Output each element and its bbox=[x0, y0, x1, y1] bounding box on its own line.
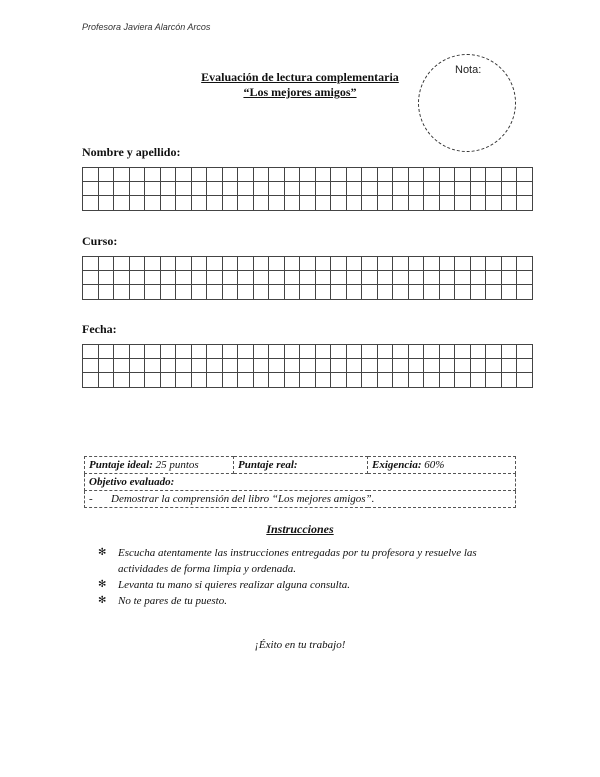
document-title bbox=[150, 70, 450, 100]
grid-cell[interactable] bbox=[439, 285, 455, 299]
instruction-text: Escucha atentamente las instrucciones entregadas por tu profesora y resuelve las actividades de forma limpia y ordenada. bbox=[118, 547, 477, 575]
grid-cell[interactable] bbox=[517, 196, 533, 210]
grid-cell[interactable] bbox=[408, 257, 424, 271]
grid-cell[interactable] bbox=[315, 196, 331, 210]
grid-cell[interactable] bbox=[98, 285, 114, 299]
grid-cell[interactable] bbox=[129, 196, 145, 210]
grid-cell[interactable] bbox=[501, 168, 517, 182]
grid-cell[interactable] bbox=[253, 359, 269, 373]
grid-cell[interactable] bbox=[486, 271, 502, 285]
grid-cell[interactable] bbox=[98, 168, 114, 182]
grid-cell[interactable] bbox=[129, 168, 145, 182]
grid-cell[interactable] bbox=[439, 359, 455, 373]
ideal-score-value: 25 puntos bbox=[155, 459, 199, 471]
grid-cell[interactable] bbox=[408, 182, 424, 196]
grid-cell[interactable] bbox=[300, 271, 316, 285]
grid-cell[interactable] bbox=[501, 182, 517, 196]
grid-cell[interactable] bbox=[501, 271, 517, 285]
grid-cell[interactable] bbox=[470, 168, 486, 182]
grid-cell[interactable] bbox=[176, 182, 192, 196]
ideal-score-cell bbox=[85, 457, 234, 474]
grid-cell[interactable] bbox=[439, 271, 455, 285]
grid-cell[interactable] bbox=[253, 345, 269, 359]
exigencia-value: 60% bbox=[424, 459, 445, 471]
grid-cell[interactable] bbox=[83, 168, 99, 182]
teacher-name: Profesora Javiera Alarcón Arcos bbox=[82, 22, 211, 32]
grid-cell[interactable] bbox=[362, 182, 378, 196]
grid-cell[interactable] bbox=[393, 345, 409, 359]
grid-cell[interactable] bbox=[160, 373, 176, 387]
grid-cell[interactable] bbox=[207, 345, 223, 359]
grid-cell[interactable] bbox=[455, 359, 471, 373]
grid-cell[interactable] bbox=[238, 345, 254, 359]
grid-cell[interactable] bbox=[284, 182, 300, 196]
grid-cell[interactable] bbox=[145, 359, 161, 373]
grid-cell[interactable] bbox=[439, 182, 455, 196]
grid-cell[interactable] bbox=[160, 359, 176, 373]
name-label: Nombre y apellido: bbox=[82, 145, 181, 159]
grid-cell[interactable] bbox=[439, 373, 455, 387]
grid-cell[interactable] bbox=[486, 196, 502, 210]
grid-cell[interactable] bbox=[207, 285, 223, 299]
grid-cell[interactable] bbox=[284, 271, 300, 285]
grid-cell[interactable] bbox=[424, 168, 440, 182]
grid-cell[interactable] bbox=[284, 196, 300, 210]
grid-cell[interactable] bbox=[315, 285, 331, 299]
grid-cell[interactable] bbox=[253, 271, 269, 285]
asterisk-bullet-icon: ✻ bbox=[98, 595, 107, 606]
grid-cell[interactable] bbox=[176, 196, 192, 210]
grid-cell[interactable] bbox=[269, 373, 285, 387]
grid-cell[interactable] bbox=[129, 373, 145, 387]
grid-cell[interactable] bbox=[191, 257, 207, 271]
grid-cell[interactable] bbox=[331, 196, 347, 210]
grid-cell[interactable] bbox=[331, 168, 347, 182]
instruction-text: No te pares de tu puesto. bbox=[118, 595, 227, 607]
grid-cell[interactable] bbox=[83, 285, 99, 299]
grid-cell[interactable] bbox=[129, 359, 145, 373]
grid-cell[interactable] bbox=[300, 285, 316, 299]
grid-cell[interactable] bbox=[393, 271, 409, 285]
grid-cell[interactable] bbox=[145, 168, 161, 182]
grid-cell[interactable] bbox=[145, 182, 161, 196]
grid-cell[interactable] bbox=[238, 285, 254, 299]
grid-cell[interactable] bbox=[362, 285, 378, 299]
grid-cell[interactable] bbox=[501, 285, 517, 299]
grid-cell[interactable] bbox=[517, 373, 533, 387]
grid-cell[interactable] bbox=[222, 182, 238, 196]
grid-cell[interactable] bbox=[114, 182, 130, 196]
grid-cell[interactable] bbox=[129, 271, 145, 285]
grid-cell[interactable] bbox=[377, 345, 393, 359]
grid-cell[interactable] bbox=[284, 359, 300, 373]
grid-cell[interactable] bbox=[486, 373, 502, 387]
grid-cell[interactable] bbox=[455, 271, 471, 285]
grid-cell[interactable] bbox=[284, 345, 300, 359]
grid-cell[interactable] bbox=[191, 182, 207, 196]
course-label: Curso: bbox=[82, 234, 118, 248]
grid-cell[interactable] bbox=[129, 257, 145, 271]
grid-cell[interactable] bbox=[284, 373, 300, 387]
objective-label-cell bbox=[85, 474, 516, 491]
grid-cell[interactable] bbox=[238, 271, 254, 285]
grid-cell[interactable] bbox=[269, 345, 285, 359]
grid-cell[interactable] bbox=[269, 285, 285, 299]
title-line-1: Evaluación de lectura complementaria bbox=[201, 70, 399, 84]
grid-cell[interactable] bbox=[238, 196, 254, 210]
grid-cell[interactable] bbox=[83, 182, 99, 196]
grid-cell[interactable] bbox=[470, 373, 486, 387]
grid-cell[interactable] bbox=[377, 373, 393, 387]
grid-cell[interactable] bbox=[238, 359, 254, 373]
grid-cell[interactable] bbox=[346, 359, 362, 373]
grid-cell[interactable] bbox=[362, 168, 378, 182]
grid-cell[interactable] bbox=[300, 168, 316, 182]
grid-cell[interactable] bbox=[83, 196, 99, 210]
closing-message: ¡Éxito en tu trabajo! bbox=[254, 639, 346, 651]
grid-cell[interactable] bbox=[284, 257, 300, 271]
grid-cell[interactable] bbox=[346, 271, 362, 285]
asterisk-bullet-icon: ✻ bbox=[98, 547, 107, 558]
grid-cell[interactable] bbox=[238, 373, 254, 387]
grid-cell[interactable] bbox=[114, 285, 130, 299]
grid-cell[interactable] bbox=[160, 345, 176, 359]
grid-cell[interactable] bbox=[300, 182, 316, 196]
grid-cell[interactable] bbox=[346, 257, 362, 271]
grid-cell[interactable] bbox=[238, 257, 254, 271]
grid-cell[interactable] bbox=[222, 285, 238, 299]
objective-text-cell bbox=[85, 491, 516, 508]
grid-cell[interactable] bbox=[424, 182, 440, 196]
grid-cell[interactable] bbox=[83, 373, 99, 387]
grid-cell[interactable] bbox=[145, 271, 161, 285]
grid-cell[interactable] bbox=[176, 359, 192, 373]
grid-cell[interactable] bbox=[501, 345, 517, 359]
grid-cell[interactable] bbox=[393, 359, 409, 373]
grid-cell[interactable] bbox=[331, 271, 347, 285]
grid-cell[interactable] bbox=[284, 285, 300, 299]
grid-cell[interactable] bbox=[393, 182, 409, 196]
grid-cell[interactable] bbox=[98, 359, 114, 373]
grid-cell[interactable] bbox=[145, 196, 161, 210]
grid-cell[interactable] bbox=[517, 271, 533, 285]
grid-cell[interactable] bbox=[393, 373, 409, 387]
grid-cell[interactable] bbox=[176, 345, 192, 359]
grid-cell[interactable] bbox=[377, 257, 393, 271]
grid-cell[interactable] bbox=[408, 285, 424, 299]
grid-cell[interactable] bbox=[222, 271, 238, 285]
grid-cell[interactable] bbox=[191, 196, 207, 210]
grid-cell[interactable] bbox=[362, 271, 378, 285]
grid-cell[interactable] bbox=[455, 182, 471, 196]
grid-cell[interactable] bbox=[114, 257, 130, 271]
grid-cell[interactable] bbox=[362, 373, 378, 387]
grid-cell[interactable] bbox=[207, 257, 223, 271]
grid-cell[interactable] bbox=[455, 345, 471, 359]
grid-cell[interactable] bbox=[501, 196, 517, 210]
grid-cell[interactable] bbox=[331, 182, 347, 196]
grid-cell[interactable] bbox=[222, 168, 238, 182]
grid-cell[interactable] bbox=[207, 168, 223, 182]
grid-cell[interactable] bbox=[455, 168, 471, 182]
grid-cell[interactable] bbox=[424, 257, 440, 271]
grid-cell[interactable] bbox=[501, 359, 517, 373]
grid-cell[interactable] bbox=[439, 168, 455, 182]
grid-cell[interactable] bbox=[269, 182, 285, 196]
grid-cell[interactable] bbox=[207, 196, 223, 210]
grid-cell[interactable] bbox=[424, 271, 440, 285]
grid-cell[interactable] bbox=[501, 373, 517, 387]
grid-cell[interactable] bbox=[191, 359, 207, 373]
grid-cell[interactable] bbox=[83, 271, 99, 285]
grid-cell[interactable] bbox=[408, 345, 424, 359]
grid-cell[interactable] bbox=[315, 373, 331, 387]
real-score-label: Puntaje real: bbox=[238, 459, 298, 471]
grid-cell[interactable] bbox=[393, 257, 409, 271]
grid-cell[interactable] bbox=[284, 168, 300, 182]
grid-cell[interactable] bbox=[98, 182, 114, 196]
grade-label: Nota: bbox=[455, 64, 482, 76]
grid-cell[interactable] bbox=[486, 182, 502, 196]
grid-cell[interactable] bbox=[176, 271, 192, 285]
grid-cell[interactable] bbox=[269, 168, 285, 182]
grid-cell[interactable] bbox=[253, 373, 269, 387]
grid-cell[interactable] bbox=[424, 345, 440, 359]
grid-cell[interactable] bbox=[517, 285, 533, 299]
date-grid[interactable] bbox=[82, 344, 533, 388]
instructions-title: Instrucciones bbox=[266, 522, 334, 536]
grid-cell[interactable] bbox=[98, 345, 114, 359]
grid-cell[interactable] bbox=[114, 373, 130, 387]
grid-cell[interactable] bbox=[98, 257, 114, 271]
grid-cell[interactable] bbox=[424, 285, 440, 299]
real-score-cell[interactable] bbox=[234, 457, 368, 474]
grid-cell[interactable] bbox=[377, 182, 393, 196]
grid-cell[interactable] bbox=[145, 257, 161, 271]
grid-cell[interactable] bbox=[129, 182, 145, 196]
grid-cell[interactable] bbox=[346, 373, 362, 387]
grid-cell[interactable] bbox=[160, 271, 176, 285]
grid-cell[interactable] bbox=[470, 182, 486, 196]
grid-cell[interactable] bbox=[114, 196, 130, 210]
grid-cell[interactable] bbox=[470, 257, 486, 271]
grid-cell[interactable] bbox=[176, 285, 192, 299]
grid-cell[interactable] bbox=[222, 345, 238, 359]
grid-cell[interactable] bbox=[253, 257, 269, 271]
grid-cell[interactable] bbox=[362, 345, 378, 359]
grid-cell[interactable] bbox=[455, 285, 471, 299]
objective-text: Demostrar la comprensión del libro “Los mejores amigos”. bbox=[111, 493, 375, 505]
grid-cell[interactable] bbox=[424, 196, 440, 210]
instructions-list bbox=[96, 545, 526, 609]
ideal-score-label: Puntaje ideal: bbox=[89, 459, 153, 471]
grid-cell[interactable] bbox=[517, 359, 533, 373]
grid-cell[interactable] bbox=[129, 285, 145, 299]
grid-cell[interactable] bbox=[207, 182, 223, 196]
grid-cell[interactable] bbox=[517, 182, 533, 196]
grid-cell[interactable] bbox=[191, 373, 207, 387]
grid-cell[interactable] bbox=[362, 196, 378, 210]
grid-cell[interactable] bbox=[331, 373, 347, 387]
title-line-2: “Los mejores amigos” bbox=[243, 85, 357, 99]
exigencia-label: Exigencia: bbox=[372, 459, 422, 471]
grid-cell[interactable] bbox=[222, 196, 238, 210]
grid-cell[interactable] bbox=[83, 359, 99, 373]
list-item bbox=[96, 577, 526, 593]
grid-cell[interactable] bbox=[486, 345, 502, 359]
grid-cell[interactable] bbox=[300, 257, 316, 271]
grid-cell[interactable] bbox=[501, 257, 517, 271]
grid-cell[interactable] bbox=[377, 359, 393, 373]
grid-cell[interactable] bbox=[393, 285, 409, 299]
grid-cell[interactable] bbox=[393, 196, 409, 210]
grid-cell[interactable] bbox=[486, 285, 502, 299]
objective-dash: - bbox=[89, 493, 93, 505]
grid-cell[interactable] bbox=[145, 373, 161, 387]
grid-cell[interactable] bbox=[253, 182, 269, 196]
grid-cell[interactable] bbox=[129, 345, 145, 359]
grid-cell[interactable] bbox=[377, 168, 393, 182]
grid-cell[interactable] bbox=[346, 196, 362, 210]
grid-cell[interactable] bbox=[98, 373, 114, 387]
date-label: Fecha: bbox=[82, 322, 117, 336]
grid-cell[interactable] bbox=[470, 359, 486, 373]
grid-cell[interactable] bbox=[191, 168, 207, 182]
grid-cell[interactable] bbox=[160, 285, 176, 299]
grid-cell[interactable] bbox=[160, 182, 176, 196]
grid-cell[interactable] bbox=[315, 345, 331, 359]
grid-cell[interactable] bbox=[83, 345, 99, 359]
list-item bbox=[96, 593, 526, 609]
grid-cell[interactable] bbox=[331, 345, 347, 359]
grid-cell[interactable] bbox=[83, 257, 99, 271]
grid-cell[interactable] bbox=[207, 373, 223, 387]
grid-cell[interactable] bbox=[470, 345, 486, 359]
grid-cell[interactable] bbox=[408, 373, 424, 387]
grid-cell[interactable] bbox=[238, 168, 254, 182]
grid-cell[interactable] bbox=[207, 359, 223, 373]
asterisk-bullet-icon: ✻ bbox=[98, 579, 107, 590]
grid-cell[interactable] bbox=[207, 271, 223, 285]
grid-cell[interactable] bbox=[160, 257, 176, 271]
grid-cell[interactable] bbox=[470, 271, 486, 285]
grid-cell[interactable] bbox=[455, 257, 471, 271]
objective-label: Objetivo evaluado: bbox=[89, 476, 175, 488]
name-grid[interactable] bbox=[82, 167, 533, 211]
grid-cell[interactable] bbox=[253, 168, 269, 182]
grid-cell[interactable] bbox=[160, 168, 176, 182]
grid-cell[interactable] bbox=[346, 168, 362, 182]
grid-cell[interactable] bbox=[362, 359, 378, 373]
grid-cell[interactable] bbox=[269, 359, 285, 373]
score-table bbox=[84, 456, 516, 508]
grid-cell[interactable] bbox=[145, 345, 161, 359]
grid-cell[interactable] bbox=[346, 182, 362, 196]
grid-cell[interactable] bbox=[424, 373, 440, 387]
grid-cell[interactable] bbox=[408, 168, 424, 182]
grid-cell[interactable] bbox=[408, 196, 424, 210]
grid-cell[interactable] bbox=[377, 271, 393, 285]
grid-cell[interactable] bbox=[315, 257, 331, 271]
grid-cell[interactable] bbox=[424, 359, 440, 373]
grid-cell[interactable] bbox=[346, 345, 362, 359]
grid-cell[interactable] bbox=[222, 257, 238, 271]
grid-cell[interactable] bbox=[98, 271, 114, 285]
grid-cell[interactable] bbox=[222, 359, 238, 373]
grid-cell[interactable] bbox=[455, 196, 471, 210]
grid-cell[interactable] bbox=[408, 271, 424, 285]
grid-cell[interactable] bbox=[300, 345, 316, 359]
grid-cell[interactable] bbox=[377, 196, 393, 210]
grid-cell[interactable] bbox=[253, 196, 269, 210]
grid-cell[interactable] bbox=[331, 285, 347, 299]
grid-cell[interactable] bbox=[176, 168, 192, 182]
grid-cell[interactable] bbox=[300, 373, 316, 387]
grid-cell[interactable] bbox=[269, 196, 285, 210]
grid-cell[interactable] bbox=[114, 168, 130, 182]
grid-cell[interactable] bbox=[377, 285, 393, 299]
grid-cell[interactable] bbox=[160, 196, 176, 210]
list-item bbox=[96, 545, 526, 577]
grid-cell[interactable] bbox=[191, 345, 207, 359]
grid-cell[interactable] bbox=[486, 168, 502, 182]
grid-cell[interactable] bbox=[238, 182, 254, 196]
grid-cell[interactable] bbox=[269, 271, 285, 285]
grid-cell[interactable] bbox=[393, 168, 409, 182]
grid-cell[interactable] bbox=[253, 285, 269, 299]
grid-cell[interactable] bbox=[145, 285, 161, 299]
grid-cell[interactable] bbox=[517, 168, 533, 182]
grid-cell[interactable] bbox=[486, 257, 502, 271]
grid-cell[interactable] bbox=[439, 196, 455, 210]
grid-cell[interactable] bbox=[315, 271, 331, 285]
grid-cell[interactable] bbox=[315, 168, 331, 182]
grid-cell[interactable] bbox=[114, 271, 130, 285]
grid-cell[interactable] bbox=[331, 257, 347, 271]
grid-cell[interactable] bbox=[300, 359, 316, 373]
grid-cell[interactable] bbox=[439, 257, 455, 271]
grid-cell[interactable] bbox=[439, 345, 455, 359]
grid-cell[interactable] bbox=[455, 373, 471, 387]
course-grid[interactable] bbox=[82, 256, 533, 300]
grid-cell[interactable] bbox=[300, 196, 316, 210]
grid-cell[interactable] bbox=[517, 345, 533, 359]
grid-cell[interactable] bbox=[408, 359, 424, 373]
grid-cell[interactable] bbox=[114, 345, 130, 359]
grid-cell[interactable] bbox=[470, 196, 486, 210]
grid-cell[interactable] bbox=[269, 257, 285, 271]
grid-cell[interactable] bbox=[222, 373, 238, 387]
grid-cell[interactable] bbox=[191, 285, 207, 299]
grid-cell[interactable] bbox=[315, 359, 331, 373]
grid-cell[interactable] bbox=[346, 285, 362, 299]
grid-cell[interactable] bbox=[470, 285, 486, 299]
grid-cell[interactable] bbox=[176, 373, 192, 387]
instruction-text: Levanta tu mano si quieres realizar alguna consulta. bbox=[118, 579, 351, 591]
grid-cell[interactable] bbox=[331, 359, 347, 373]
grid-cell[interactable] bbox=[486, 359, 502, 373]
grid-cell[interactable] bbox=[176, 257, 192, 271]
grid-cell[interactable] bbox=[191, 271, 207, 285]
grid-cell[interactable] bbox=[362, 257, 378, 271]
grid-cell[interactable] bbox=[517, 257, 533, 271]
grid-cell[interactable] bbox=[98, 196, 114, 210]
grid-cell[interactable] bbox=[114, 359, 130, 373]
grid-cell[interactable] bbox=[315, 182, 331, 196]
exigencia-cell bbox=[368, 457, 516, 474]
